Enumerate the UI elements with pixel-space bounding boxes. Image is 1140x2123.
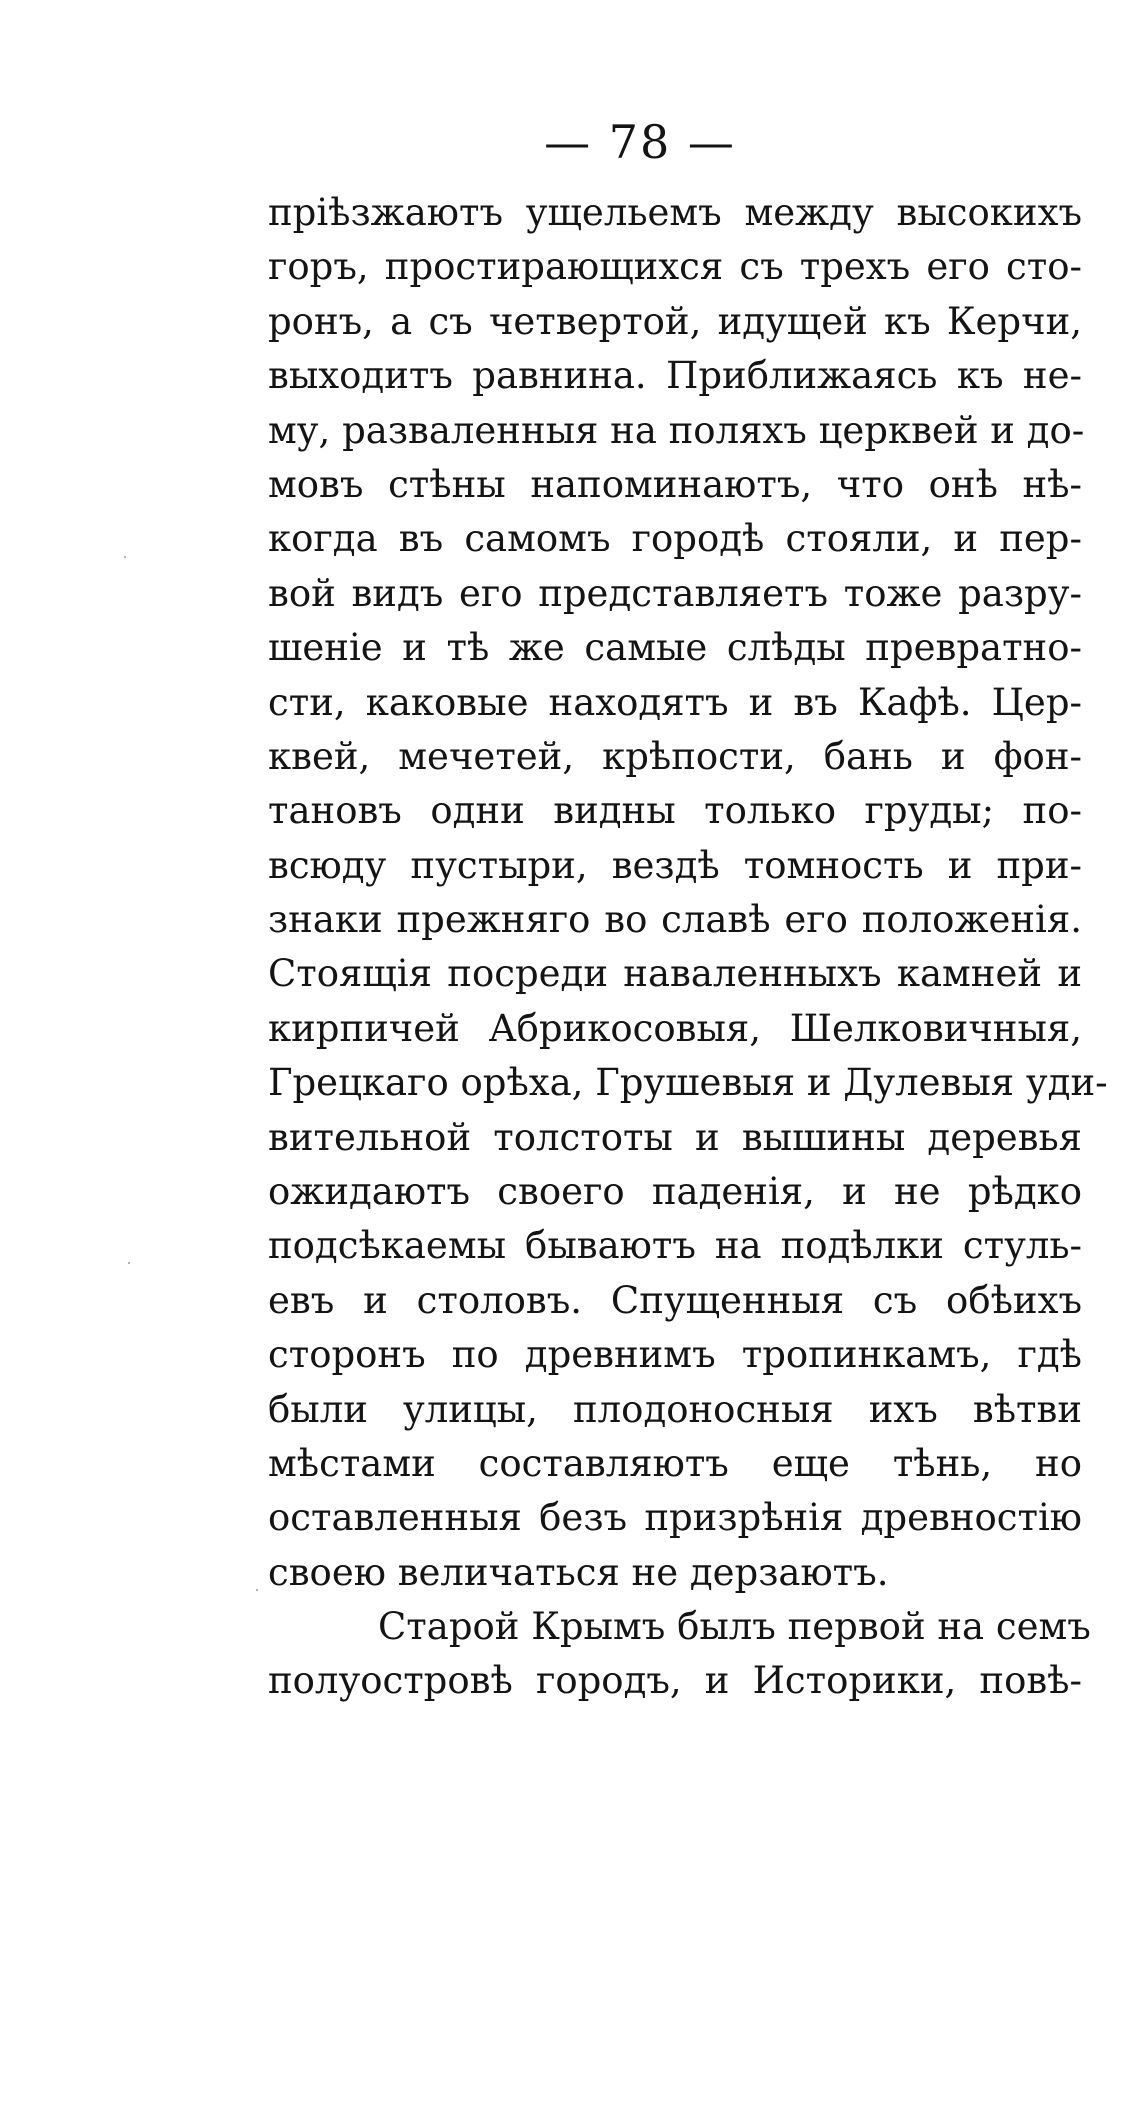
text-line: Старой Крымъ былъ первой на семъ [378, 1605, 1091, 1648]
text-line: вой видъ его представляетъ тоже разру- [268, 571, 1082, 615]
text-line: ожидаютъ своего паденія, и не рѣдко [268, 1170, 1082, 1214]
text-line: мѣстами составляютъ еще тѣнь, но [268, 1441, 1082, 1485]
text-line: тановъ одни видны только груды; по- [268, 789, 1082, 833]
text-line: сти, каковые находятъ и въ Кафѣ. Цер- [268, 680, 1082, 724]
text-line: мовъ стѣны напоминаютъ, что онѣ нѣ- [268, 462, 1082, 506]
text-line: когда въ самомъ городѣ стояли, и пер- [268, 517, 1082, 561]
text-line: кирпичей Абрикосовыя, Шелковичныя, [268, 1006, 1082, 1050]
text-line: вительной толстоты и вышины деревья [268, 1115, 1082, 1159]
text-line: Грецкаго орѣха, Грушевыя и Дулевыя уди- [268, 1061, 1108, 1105]
text-line: подсѣкаемы бываютъ на подѣлки стуль- [268, 1224, 1082, 1268]
paragraph-1 [268, 186, 1108, 1600]
text-line: своею величаться не дерзаютъ. [268, 1550, 889, 1594]
paragraph-2 [268, 1600, 1091, 1709]
text-line: ронъ, а съ четвертой, идущей къ Керчи, [268, 299, 1082, 343]
text-line: квей, мечетей, крѣпости, бань и фон- [268, 734, 1082, 778]
text-line: Стоящія посреди наваленныхъ камней и [268, 952, 1082, 996]
text-line: шеніе и тѣ же самые слѣды превратно- [268, 626, 1082, 670]
text-line: горъ, простирающихся съ трехъ его сто- [268, 245, 1082, 289]
text-line: сторонъ по древнимъ тропинкамъ, гдѣ [268, 1333, 1082, 1377]
page-number: — 78 — [544, 115, 736, 169]
paper-speck [124, 556, 126, 558]
text-line: знаки прежняго во славѣ его положенія. [268, 898, 1082, 942]
text-line: выходитъ равнина. Приближаясь къ не- [268, 354, 1082, 398]
text-line: му, разваленныя на поляхъ церквей и до- [268, 408, 1085, 452]
text-line: пріѣзжаютъ ущельемъ между высокихъ [268, 191, 1082, 234]
text-line: были улицы, плодоносныя ихъ вѣтви [268, 1387, 1082, 1431]
paper-speck [256, 1589, 258, 1591]
paper-speck [128, 1262, 130, 1264]
text-line: оставленныя безъ призрѣнія древностію [268, 1496, 1082, 1540]
text-line: полуостровѣ городъ, и Историки, повѣ- [268, 1659, 1082, 1703]
text-line: евъ и столовъ. Спущенныя съ обѣихъ [268, 1278, 1082, 1322]
text-line: всюду пустыри, вездѣ томность и при- [268, 843, 1082, 887]
